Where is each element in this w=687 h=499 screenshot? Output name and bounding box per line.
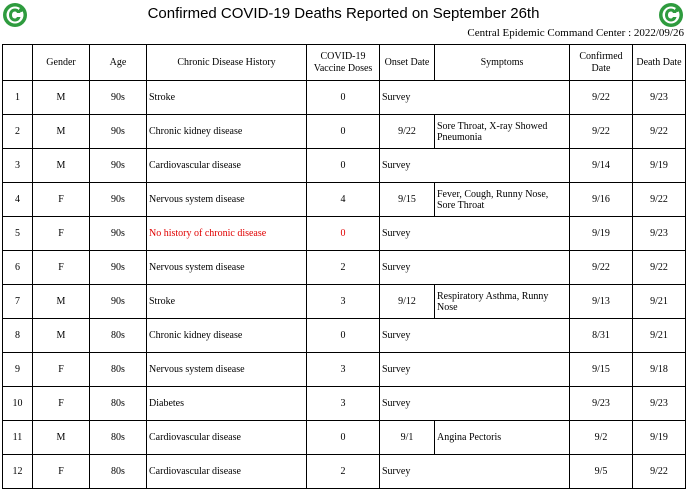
cell-no: 11	[3, 421, 33, 455]
cell-doses: 3	[307, 353, 380, 387]
cell-symptoms: Survey	[380, 455, 570, 489]
cell-death: 9/19	[633, 149, 686, 183]
cell-age: 80s	[90, 421, 147, 455]
cell-no: 1	[3, 81, 33, 115]
table-row	[3, 183, 686, 217]
column-header-age: Age	[90, 45, 147, 81]
cell-chronic: Cardiovascular disease	[147, 421, 307, 455]
cell-confirmed: 9/16	[570, 183, 633, 217]
cell-onset: 9/12	[380, 285, 435, 319]
cell-chronic: Stroke	[147, 81, 307, 115]
cell-death: 9/22	[633, 183, 686, 217]
cell-confirmed: 9/23	[570, 387, 633, 421]
cell-no: 8	[3, 319, 33, 353]
cell-symptoms: Survey	[380, 217, 570, 251]
cell-doses: 0	[307, 115, 380, 149]
cell-symptoms: Survey	[380, 149, 570, 183]
cell-age: 90s	[90, 183, 147, 217]
cell-onset: 9/22	[380, 115, 435, 149]
cell-confirmed: 8/31	[570, 319, 633, 353]
cell-no: 9	[3, 353, 33, 387]
table-row	[3, 387, 686, 421]
cell-confirmed: 9/22	[570, 81, 633, 115]
cell-no: 12	[3, 455, 33, 489]
cell-gender: M	[33, 319, 90, 353]
cell-chronic: Nervous system disease	[147, 183, 307, 217]
cecc-logo-icon	[658, 2, 684, 28]
cell-doses: 2	[307, 251, 380, 285]
cell-age: 80s	[90, 319, 147, 353]
table-row	[3, 81, 686, 115]
cell-death: 9/21	[633, 285, 686, 319]
column-header-chronic: Chronic Disease History	[147, 45, 307, 81]
cell-death: 9/21	[633, 319, 686, 353]
column-header-doses: COVID-19 Vaccine Doses	[307, 45, 380, 81]
column-header-no	[3, 45, 33, 81]
table-row	[3, 319, 686, 353]
cell-gender: F	[33, 387, 90, 421]
cell-doses: 0	[307, 217, 380, 251]
column-header-gender: Gender	[33, 45, 90, 81]
cell-age: 90s	[90, 81, 147, 115]
cell-symptoms: Survey	[380, 81, 570, 115]
cell-chronic: Chronic kidney disease	[147, 115, 307, 149]
cell-death: 9/23	[633, 387, 686, 421]
cell-chronic: Cardiovascular disease	[147, 149, 307, 183]
cell-no: 4	[3, 183, 33, 217]
cell-onset: 9/1	[380, 421, 435, 455]
cell-chronic: Nervous system disease	[147, 251, 307, 285]
deaths-table	[2, 44, 686, 489]
cell-age: 90s	[90, 115, 147, 149]
cell-no: 7	[3, 285, 33, 319]
cell-onset: 9/15	[380, 183, 435, 217]
cell-no: 3	[3, 149, 33, 183]
cell-age: 80s	[90, 387, 147, 421]
cell-doses: 3	[307, 285, 380, 319]
cell-doses: 0	[307, 421, 380, 455]
cell-chronic: Stroke	[147, 285, 307, 319]
cell-confirmed: 9/14	[570, 149, 633, 183]
cell-no: 6	[3, 251, 33, 285]
cell-death: 9/22	[633, 455, 686, 489]
cell-doses: 0	[307, 81, 380, 115]
cell-doses: 0	[307, 319, 380, 353]
cell-symptoms: Survey	[380, 353, 570, 387]
table-row	[3, 149, 686, 183]
cell-symptoms: Sore Throat, X-ray Showed Pneumonia	[435, 115, 570, 149]
cell-no: 10	[3, 387, 33, 421]
cell-confirmed: 9/2	[570, 421, 633, 455]
cell-chronic: No history of chronic disease	[147, 217, 307, 251]
cell-doses: 2	[307, 455, 380, 489]
cell-death: 9/18	[633, 353, 686, 387]
cell-symptoms: Angina Pectoris	[435, 421, 570, 455]
cell-death: 9/22	[633, 251, 686, 285]
cell-symptoms: Respiratory Asthma, Runny Nose	[435, 285, 570, 319]
cell-symptoms: Survey	[380, 251, 570, 285]
cell-gender: M	[33, 421, 90, 455]
column-header-symptoms: Symptoms	[435, 45, 570, 81]
cell-confirmed: 9/22	[570, 251, 633, 285]
cell-chronic: Chronic kidney disease	[147, 319, 307, 353]
cell-gender: F	[33, 217, 90, 251]
cell-age: 90s	[90, 149, 147, 183]
table-row	[3, 217, 686, 251]
table-header-row	[3, 45, 686, 81]
cell-gender: M	[33, 81, 90, 115]
cell-chronic: Cardiovascular disease	[147, 455, 307, 489]
cell-gender: M	[33, 115, 90, 149]
table-row	[3, 455, 686, 489]
cell-death: 9/23	[633, 81, 686, 115]
cell-age: 80s	[90, 353, 147, 387]
column-header-onset: Onset Date	[380, 45, 435, 81]
cell-gender: F	[33, 455, 90, 489]
cell-confirmed: 9/13	[570, 285, 633, 319]
cell-death: 9/23	[633, 217, 686, 251]
cell-gender: M	[33, 285, 90, 319]
table-row	[3, 353, 686, 387]
cell-confirmed: 9/22	[570, 115, 633, 149]
cell-death: 9/19	[633, 421, 686, 455]
cell-age: 90s	[90, 217, 147, 251]
cell-gender: M	[33, 149, 90, 183]
table-row	[3, 421, 686, 455]
table-row	[3, 251, 686, 285]
cell-doses: 3	[307, 387, 380, 421]
cell-chronic: Diabetes	[147, 387, 307, 421]
cell-gender: F	[33, 353, 90, 387]
cell-confirmed: 9/19	[570, 217, 633, 251]
cell-symptoms: Fever, Cough, Runny Nose, Sore Throat	[435, 183, 570, 217]
cell-doses: 0	[307, 149, 380, 183]
cell-age: 90s	[90, 285, 147, 319]
cell-death: 9/22	[633, 115, 686, 149]
cell-age: 80s	[90, 455, 147, 489]
cell-age: 90s	[90, 251, 147, 285]
cell-confirmed: 9/5	[570, 455, 633, 489]
table-row	[3, 115, 686, 149]
source-line: Central Epidemic Command Center : 2022/09/26	[467, 27, 684, 39]
cell-gender: F	[33, 183, 90, 217]
page-title: Confirmed COVID-19 Deaths Reported on September 26th	[147, 5, 540, 22]
cell-no: 5	[3, 217, 33, 251]
cell-gender: F	[33, 251, 90, 285]
cell-no: 2	[3, 115, 33, 149]
column-header-death: Death Date	[633, 45, 686, 81]
cell-symptoms: Survey	[380, 319, 570, 353]
cell-confirmed: 9/15	[570, 353, 633, 387]
column-header-confirmed: Confirmed Date	[570, 45, 633, 81]
cell-symptoms: Survey	[380, 387, 570, 421]
table-row	[3, 285, 686, 319]
cell-doses: 4	[307, 183, 380, 217]
cell-chronic: Nervous system disease	[147, 353, 307, 387]
